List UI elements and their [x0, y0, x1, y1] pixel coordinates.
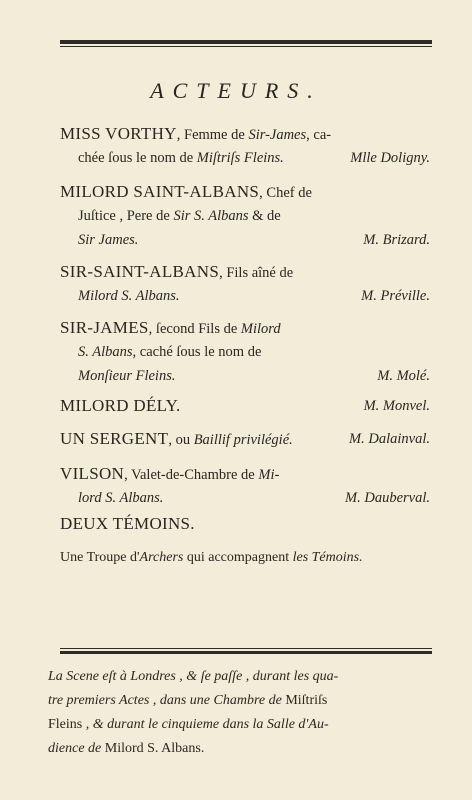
actor-name: M. Monvel. [363, 398, 430, 414]
character-name: MISS VORTHY [60, 124, 177, 143]
scene-text: La Scene eſt à Londres , & ſe paſſe , durant les qua- [48, 669, 339, 684]
actor-name: Mlle Doligny. [350, 150, 430, 166]
character-text: Baillif privilégié. [193, 432, 293, 448]
character-milord-saint-albans [60, 180, 430, 252]
character-name: SIR-JAMES [60, 318, 149, 337]
actor-name: M. Dalainval. [349, 431, 430, 447]
page-title: ACTEURS. [150, 78, 322, 103]
character-sir-james [60, 316, 430, 388]
scene-text: Miſtriſs [285, 693, 328, 708]
character-text: Sir-James [248, 127, 307, 143]
character-text: Milord S. Albans. [78, 288, 180, 304]
character-text: lord S. Albans. [78, 490, 164, 506]
character-text: , ca- [306, 127, 332, 143]
character-un-sergent [60, 427, 430, 451]
character-vilson [60, 462, 430, 510]
character-text: Archers [139, 550, 184, 565]
scene-text: dience de [48, 741, 105, 756]
character-text: Milord [240, 321, 281, 337]
character-text: qui accompagnent [183, 550, 293, 565]
character-text: , ou [168, 432, 194, 448]
actor-name: M. Dauberval. [345, 490, 430, 506]
character-archers [60, 546, 430, 570]
character-text: , ſecond Fils de [148, 321, 241, 337]
character-text: , Femme de [176, 127, 249, 143]
character-miss-vorthy [60, 122, 430, 170]
actor-name: M. Molé. [377, 368, 430, 384]
character-text: & de [248, 208, 281, 224]
character-text: , Fils aîné de [219, 265, 294, 281]
actor-name: M. Brizard. [363, 232, 430, 248]
scene-text: Fleins [48, 717, 83, 732]
character-name: DEUX TÉMOINS. [60, 514, 195, 533]
scene-text: , & durant le cinquieme dans la Salle d'Au- [82, 717, 329, 732]
character-milord-dely [60, 394, 430, 418]
character-text: S. Albans [78, 344, 133, 360]
character-text: Mi- [258, 467, 280, 483]
actor-name: M. Préville. [361, 288, 430, 304]
character-name: SIR-SAINT-ALBANS [60, 262, 220, 281]
character-text: Sir S. Albans [173, 208, 249, 224]
character-text: , Chef de [259, 185, 312, 201]
character-text: Une Troupe d' [60, 550, 140, 565]
character-text: les Témoins. [292, 550, 363, 565]
character-text: , caché ſous le nom de [132, 344, 262, 360]
character-name: MILORD SAINT-ALBANS [60, 182, 260, 201]
character-deux-temoins [60, 512, 430, 536]
bottom-double-rule [60, 648, 432, 654]
scene-text: Milord S. Albans. [104, 741, 205, 756]
character-name: UN SERGENT [60, 429, 169, 448]
character-text: Monſieur Fleins. [78, 368, 176, 384]
scene-description [48, 665, 432, 761]
character-text: Sir James. [78, 232, 139, 248]
character-text: chée ſous le nom de [78, 150, 197, 166]
character-text: Miſtriſs Fleins. [196, 150, 284, 166]
character-name: MILORD DÉLY. [60, 396, 181, 415]
scene-text: tre premiers Actes , dans une Chambre de [48, 693, 286, 708]
top-double-rule [60, 40, 432, 47]
character-name: VILSON [60, 464, 125, 483]
character-text: Juſtice , Pere de [78, 208, 174, 224]
character-text: , Valet-de-Chambre de [124, 467, 259, 483]
character-sir-saint-albans [60, 260, 430, 308]
